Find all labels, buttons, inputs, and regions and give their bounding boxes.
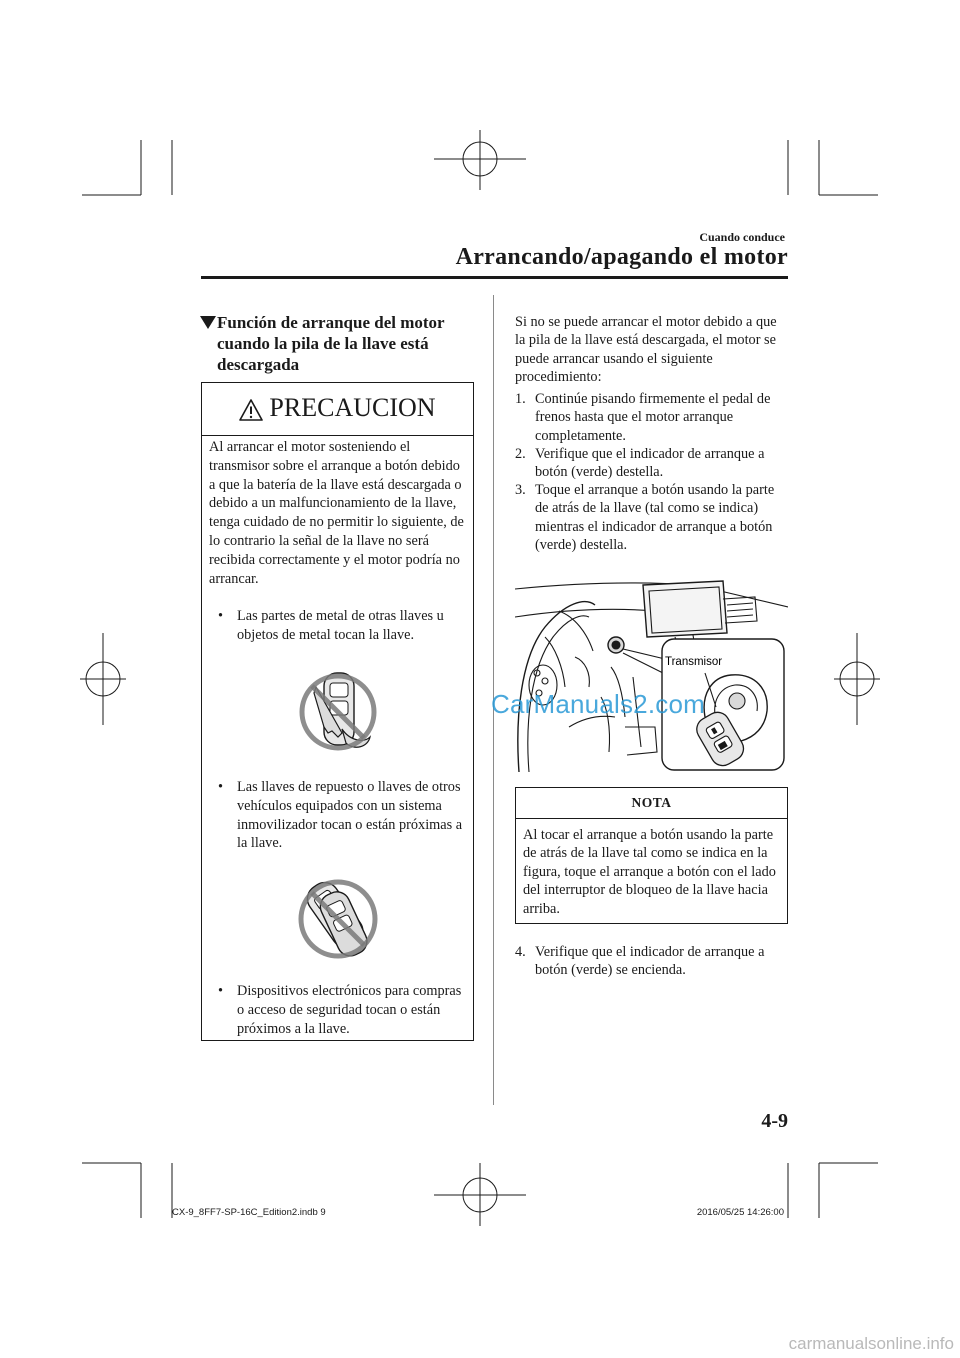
section-heading-text: Función de arranque del motor cuando la pila de la llave está descargada [217,313,445,374]
caution-title-text: PRECAUCION [269,393,436,422]
step-number: 4. [515,944,526,960]
key-metal-figure [298,667,378,757]
triangle-bullet-icon [200,316,216,329]
dashboard-figure [515,577,788,772]
bullet-text: Las partes de metal de otras llaves u objetos de metal tocan la llave. [237,608,444,643]
header-rule [201,276,788,279]
procedure-step [515,943,785,980]
section-heading [200,312,480,375]
caution-bullet [218,778,470,853]
step-number: 2. [515,446,526,462]
caution-bullet [218,982,470,1038]
spare-key-figure [298,871,378,966]
page-number: 4-9 [761,1110,788,1132]
step-number: 1. [515,391,526,407]
footer-watermark: carmanualsonline.info [788,1334,954,1353]
procedure-step [515,390,785,445]
step-text: Toque el arranque a botón usando la parte de atrás de la llave (tal como se indica) mientras el indicador de arranque a botón (verde) destella. [535,482,775,554]
caution-rule [202,435,473,436]
bullet-dot: • [218,779,224,795]
imprint-date: 2016/05/25 14:26:00 [696,1207,784,1218]
caution-intro: Al arrancar el motor sosteniendo el transmisor sobre el arranque a botón debido a que la batería de la llave está descargada o debido a un malfuncionamiento de la llave, tenga cuidado de no permitir lo siguiente, de lo contrario la señal de la llave no será recibida correctamente y el motor podría no arrancar. [209,439,464,587]
procedure-intro: Si no se puede arrancar el motor debido a que la pila de la llave está descargada, el motor se puede arrancar usando el siguiente procedimiento: [515,314,777,386]
nota-title: NOTA [631,795,672,810]
nota-box [515,787,788,924]
nota-rule [516,818,787,819]
warning-triangle-icon [239,399,263,421]
imprint-file: CX-9_8FF7-SP-16C_Edition2.indb 9 [172,1207,326,1218]
header-section: Cuando conduce [699,230,785,244]
step-text: Verifique que el indicador de arranque a botón (verde) se encienda. [535,944,765,979]
bullet-text: Las llaves de repuesto o llaves de otros vehículos equipados con un sistema inmovilizador tocan o están próximas a la llave. [237,779,463,852]
bullet-text: Dispositivos electrónicos para compras o acceso de seguridad tocan o están próximos a la llave. [237,983,462,1037]
procedure-step [515,481,785,555]
bullet-dot: • [218,608,224,624]
transmitter-label: Transmisor [665,656,723,668]
procedure-step [515,445,785,482]
bullet-dot: • [218,983,224,999]
page-title: Arrancando/apagando el motor [455,244,788,270]
step-text: Continúe pisando firmemente el pedal de frenos hasta que el motor arranque completamente. [535,391,771,444]
caution-box [201,382,474,1041]
watermark-text: CarManuals2.com [491,689,705,719]
nota-body: Al tocar el arranque a botón usando la parte de atrás de la llave tal como se indica en la figura, toque el arranque a botón con el lado del interruptor de bloqueo de la llave hacia arriba. [523,827,776,917]
step-text: Verifique que el indicador de arranque a botón (verde) destella. [535,446,765,481]
caution-title [202,393,473,423]
step-number: 3. [515,482,526,498]
caution-bullet [218,607,470,645]
